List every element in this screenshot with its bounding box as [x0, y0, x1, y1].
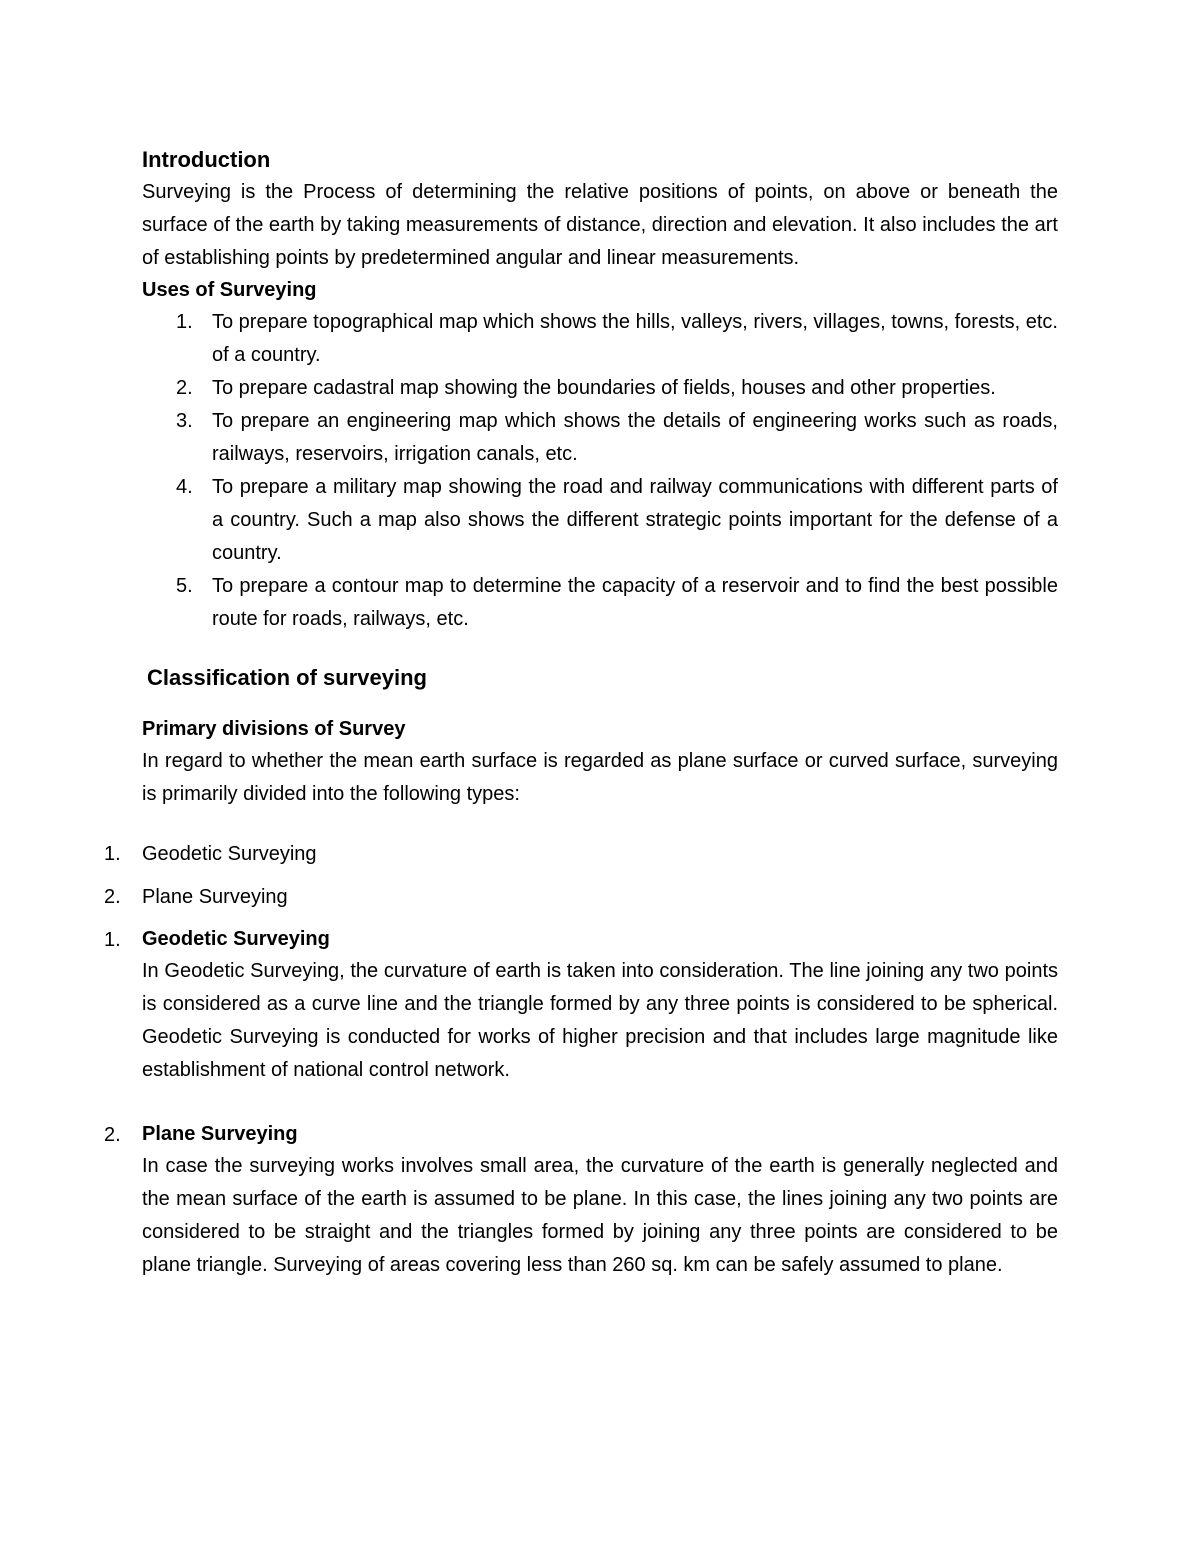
- uses-heading: Uses of Surveying: [142, 279, 317, 301]
- classification-heading: Classification of surveying: [147, 665, 427, 690]
- section-number: 1.: [104, 929, 121, 951]
- geodetic-paragraph: In Geodetic Surveying, the curvature of earth is taken into consideration. The line joining any two points is considered as a curve line and the triangle formed by any three points is considered to be spherical. Geodetic Surveying is conducted for works of higher precision and that includes large magnitude like establishment of national control network.: [142, 960, 1058, 1081]
- geodetic-section: [104, 924, 1058, 1087]
- list-item: [142, 306, 1058, 372]
- list-number: 1.: [104, 843, 121, 865]
- list-item-text: To prepare an engineering map which shows the details of engineering works such as roads, railways, reservoirs, irrigation canals, etc.: [212, 410, 1058, 465]
- plane-heading: Plane Surveying: [142, 1123, 298, 1145]
- list-number: 5.: [176, 575, 193, 597]
- list-item: [142, 570, 1058, 636]
- intro-paragraph: Surveying is the Process of determining the relative positions of points, on above or beneath the surface of the earth by taking measurements of distance, direction and elevation. It also includes the art of establishing points by predetermined angular and linear measurements.: [142, 181, 1058, 269]
- list-item-text: To prepare topographical map which shows the hills, valleys, rivers, villages, towns, forests, etc. of a country.: [212, 311, 1058, 366]
- list-item: [142, 372, 1058, 405]
- list-number: 2.: [176, 377, 193, 399]
- document-content: [104, 144, 1058, 1282]
- plane-section: [104, 1119, 1058, 1282]
- geodetic-heading: Geodetic Surveying: [142, 928, 330, 950]
- intro-heading: Introduction: [142, 147, 271, 172]
- list-number: 1.: [176, 311, 193, 333]
- list-item-text: Geodetic Surveying: [142, 843, 317, 865]
- list-item: [104, 881, 1058, 914]
- section-number: 2.: [104, 1124, 121, 1146]
- list-item: [142, 471, 1058, 570]
- list-item: [142, 405, 1058, 471]
- list-number: 2.: [104, 886, 121, 908]
- list-item: [104, 838, 1058, 871]
- uses-list: [142, 306, 1058, 636]
- primary-divisions-heading: Primary divisions of Survey: [142, 718, 406, 740]
- primary-divisions-paragraph: In regard to whether the mean earth surface is regarded as plane surface or curved surface, surveying is primarily divided into the following types:: [142, 750, 1058, 805]
- list-item-text: To prepare a contour map to determine the capacity of a reservoir and to find the best possible route for roads, railways, etc.: [212, 575, 1058, 630]
- list-number: 3.: [176, 410, 193, 432]
- survey-types-list: [104, 838, 1058, 914]
- plane-paragraph: In case the surveying works involves small area, the curvature of the earth is generally neglected and the mean surface of the earth is assumed to be plane. In this case, the lines joining any two points are considered to be straight and the triangles formed by joining any three points are considered to be plane triangle. Surveying of areas covering less than 260 sq. km can be safely assumed to plane.: [142, 1155, 1058, 1276]
- list-item-text: To prepare cadastral map showing the boundaries of fields, houses and other properties.: [212, 377, 996, 399]
- list-item-text: To prepare a military map showing the road and railway communications with different parts of a country. Such a map also shows the different strategic points important for the defense of a country.: [212, 476, 1058, 564]
- list-item-text: Plane Surveying: [142, 886, 288, 908]
- list-number: 4.: [176, 476, 193, 498]
